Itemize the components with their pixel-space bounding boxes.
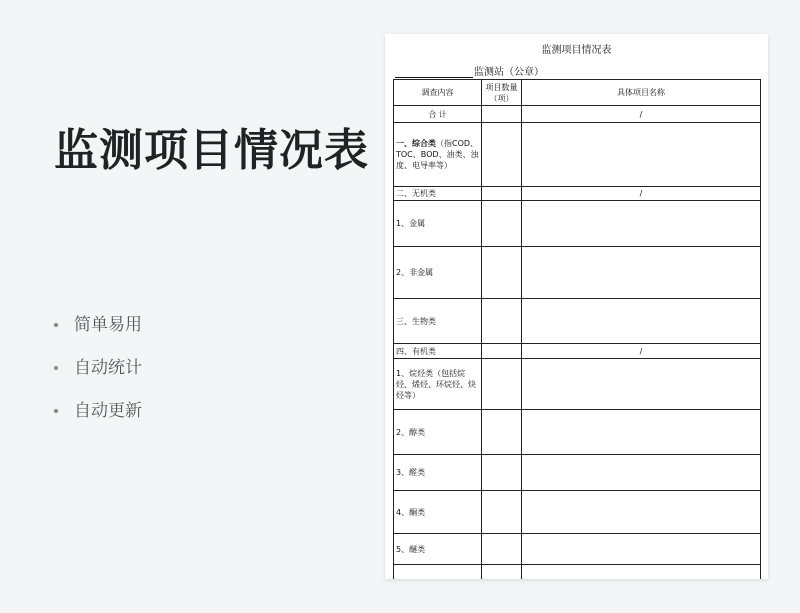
- cell: [522, 359, 761, 410]
- cell: [482, 187, 522, 201]
- cell: [482, 106, 522, 123]
- cell: [522, 410, 761, 455]
- cell: [482, 247, 522, 299]
- cell: [522, 299, 761, 344]
- table-row: [394, 491, 761, 534]
- row-label: 2、醇类: [394, 410, 482, 455]
- table-row: [394, 123, 761, 187]
- feature-list: [52, 308, 142, 437]
- row-label: 1、烷烃类（包括烷烃、烯烃、环烷烃、炔烃等）: [394, 359, 482, 410]
- table-row: [394, 534, 761, 565]
- table-row: [394, 455, 761, 491]
- row-label: 四、有机类: [394, 344, 482, 359]
- cell: [482, 410, 522, 455]
- feature-item: 简单易用: [52, 308, 142, 351]
- cell: [394, 565, 482, 580]
- row-label: 二、无机类: [394, 187, 482, 201]
- page-title: 监测项目情况表: [54, 125, 369, 176]
- total-label: 合 计: [394, 106, 482, 123]
- table-row: [394, 565, 761, 580]
- cell: [482, 299, 522, 344]
- station-label: 监测站（公章）: [474, 67, 544, 78]
- cell: [482, 534, 522, 565]
- feature-item: 自动统计: [52, 351, 142, 394]
- row-label: [394, 123, 482, 187]
- document-sheet: [385, 34, 768, 579]
- table-header-row: [394, 80, 761, 106]
- table-row: [394, 247, 761, 299]
- cell: [522, 534, 761, 565]
- row-label: 4、酮类: [394, 491, 482, 534]
- station-line: [395, 63, 544, 78]
- cell: [482, 344, 522, 359]
- cell: [482, 201, 522, 247]
- cell: [522, 201, 761, 247]
- slash-cell: /: [522, 106, 761, 123]
- cell: [522, 247, 761, 299]
- cell: [482, 491, 522, 534]
- row-label: 1、金属: [394, 201, 482, 247]
- header-names: 具体项目名称: [522, 80, 761, 106]
- table-row: [394, 201, 761, 247]
- table-row: [394, 187, 761, 201]
- row-label: 2、非金属: [394, 247, 482, 299]
- row-label: 3、醛类: [394, 455, 482, 491]
- cell: [482, 359, 522, 410]
- cell: [522, 491, 761, 534]
- slash-cell: /: [522, 187, 761, 201]
- feature-item: 自动更新: [52, 394, 142, 437]
- station-name-blank: [395, 66, 473, 78]
- header-count: 项目数量（项）: [482, 80, 522, 106]
- header-content: 调查内容: [394, 80, 482, 106]
- monitoring-table: [393, 79, 761, 579]
- cell: [482, 455, 522, 491]
- table-row: [394, 410, 761, 455]
- cell: [482, 565, 522, 580]
- slash-cell: /: [522, 344, 761, 359]
- row-label: 5、醚类: [394, 534, 482, 565]
- cell: [522, 455, 761, 491]
- cell: [482, 123, 522, 187]
- cell: [522, 123, 761, 187]
- cell: [522, 565, 761, 580]
- table-row: [394, 359, 761, 410]
- sheet-title: 监测项目情况表: [541, 45, 612, 56]
- table-row: [394, 106, 761, 123]
- row-label-bold: 一、综合类: [396, 139, 436, 148]
- table-row: [394, 299, 761, 344]
- row-label: 三、生物类: [394, 299, 482, 344]
- row-label-detail: （指COD、TOC、BOD、油类、浊度、电导率等）: [396, 139, 479, 170]
- table-row: [394, 344, 761, 359]
